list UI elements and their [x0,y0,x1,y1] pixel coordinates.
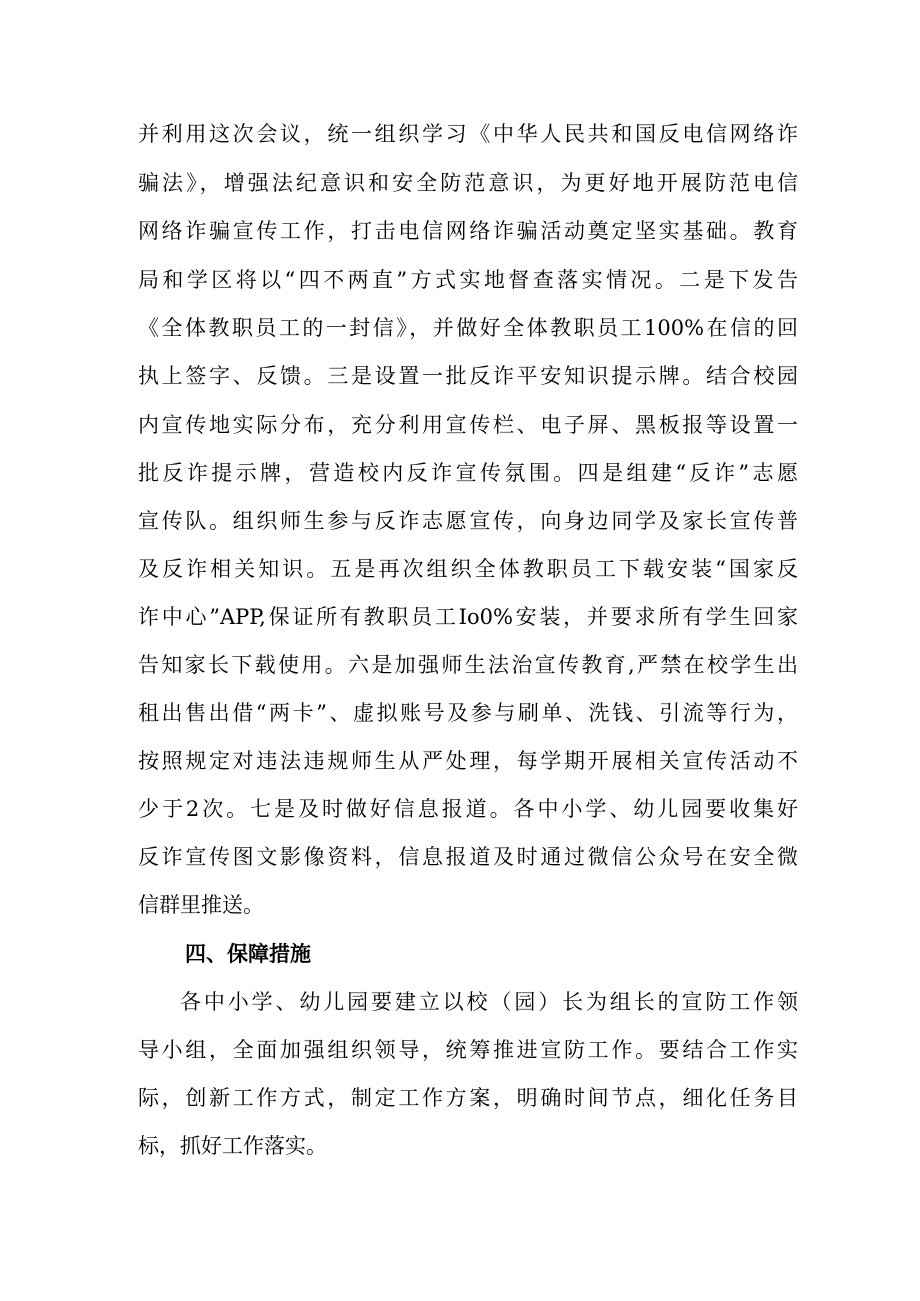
text-line: 反诈宣传图文影像资料，信息报道及时通过微信公众号在安全微 [138,845,798,869]
text-line: 网络诈骗宣传工作，打击电信网络诈骗活动奠定坚实基础。教育 [138,219,798,243]
text-line: 局和学区将以“四不两直”方式实地督查落实情况。二是下发告 [138,268,798,292]
text-line: 少于2次。七是及时做好信息报道。各中小学、幼儿园要收集好 [138,797,798,821]
text-line: 各中小学、幼儿园要建立以校（园）长为组长的宣防工作领 [180,990,798,1014]
text-line: 告知家长下载使用。六是加强师生法治宣传教育,严禁在校学生出 [138,653,798,677]
section-heading: 四、保障措施 [185,942,311,966]
text-line: 标，抓好工作落实。 [138,1134,327,1158]
text-line: 骗法》，增强法纪意识和安全防范意识，为更好地开展防范电信 [138,171,798,195]
text-line: 内宣传地实际分布，充分利用宣传栏、电子屏、黑板报等设置一 [138,413,798,437]
text-line: 导小组，全面加强组织领导，统筹推进宣防工作。要结合工作实 [138,1038,798,1062]
text-line: 租出售出借“两卡”、虚拟账号及参与刷单、洗钱、引流等行为， [138,701,798,725]
text-line: 信群里推送。 [138,893,264,917]
text-line: 诈中心”APP,保证所有教职员工Io0%安装，并要求所有学生回家 [138,605,798,629]
text-line: 批反诈提示牌，营造校内反诈宣传氛围。四是组建“反诈”志愿 [138,461,798,485]
text-line: 宣传队。组织师生参与反诈志愿宣传，向身边同学及家长宣传普 [138,509,798,533]
text-line: 执上签字、反馈。三是设置一批反诈平安知识提示牌。结合校园 [138,364,798,388]
text-line: 《全体教职员工的一封信》，并做好全体教职员工100%在信的回 [138,316,798,340]
text-line: 并利用这次会议，统一组织学习《中华人民共和国反电信网络诈 [138,122,798,146]
text-line: 按照规定对违法违规师生从严处理，每学期开展相关宣传活动不 [138,749,798,773]
text-line: 及反诈相关知识。五是再次组织全体教职员工下载安装“国家反 [138,557,798,581]
text-line: 际，创新工作方式，制定工作方案，明确时间节点，细化任务目 [138,1086,798,1110]
